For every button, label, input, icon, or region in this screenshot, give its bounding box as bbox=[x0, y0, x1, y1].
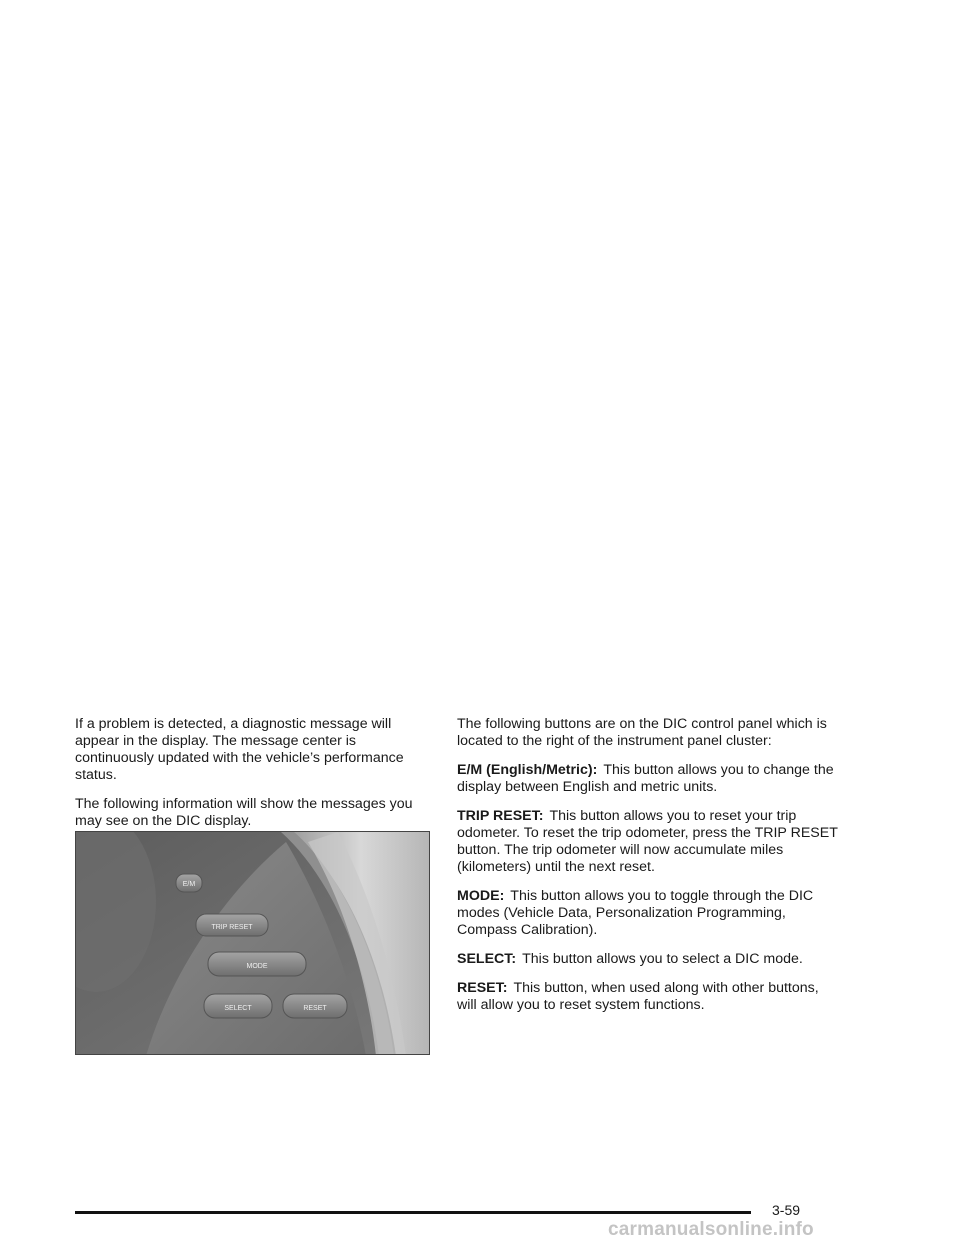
definition: This button allows you to select a DIC mode. bbox=[522, 951, 803, 967]
definition-reset bbox=[457, 980, 841, 1014]
dic-control-panel-photo bbox=[75, 831, 430, 1055]
svg-text:E/M: E/M bbox=[182, 881, 196, 888]
intro-paragraph: The following buttons are on the DIC control panel which is located to the right of the instrument panel cluster: bbox=[457, 716, 827, 749]
term: SELECT: bbox=[457, 951, 517, 967]
term: MODE: bbox=[457, 888, 505, 904]
svg-text:MODE: MODE bbox=[246, 963, 268, 970]
svg-text:TRIP RESET: TRIP RESET bbox=[211, 924, 253, 931]
page-number: 3-59 bbox=[772, 1202, 801, 1218]
paragraph: The following information will show the messages you may see on the DIC display. bbox=[75, 796, 413, 829]
definition-select bbox=[457, 951, 841, 968]
term: RESET: bbox=[457, 980, 508, 996]
em-button bbox=[176, 874, 202, 892]
term: TRIP RESET: bbox=[457, 808, 544, 824]
definition-mode bbox=[457, 888, 841, 939]
term: E/M (English/Metric): bbox=[457, 762, 598, 778]
definition-em bbox=[457, 762, 841, 796]
svg-text:RESET: RESET bbox=[303, 1005, 327, 1012]
definition: This button allows you to reset your trip odometer. To reset the trip odometer, press the TRIP RESET button. The trip odometer will now accumulate miles (kilometers) until the next reset. bbox=[457, 808, 838, 875]
left-column bbox=[75, 716, 427, 842]
mode-button bbox=[208, 952, 306, 976]
trip-reset-button bbox=[196, 914, 268, 936]
definition: This button, when used along with other buttons, will allow you to reset system functions. bbox=[457, 980, 819, 1013]
definition: This button allows you to toggle through the DIC modes (Vehicle Data, Personalization Programming, Compass Calibration). bbox=[457, 888, 814, 938]
select-button bbox=[204, 994, 272, 1018]
definition: This button allows you to change the display between English and metric units. bbox=[457, 762, 834, 795]
reset-button bbox=[283, 994, 347, 1018]
watermark: carmanualsonline.info bbox=[608, 1219, 814, 1240]
footer-rule bbox=[75, 1211, 751, 1214]
definition-trip-reset bbox=[457, 808, 841, 876]
paragraph: If a problem is detected, a diagnostic message will appear in the display. The message center is continuously updated with the vehicle’s performance status. bbox=[75, 716, 404, 783]
right-column bbox=[457, 716, 841, 1026]
svg-text:SELECT: SELECT bbox=[224, 1005, 252, 1012]
